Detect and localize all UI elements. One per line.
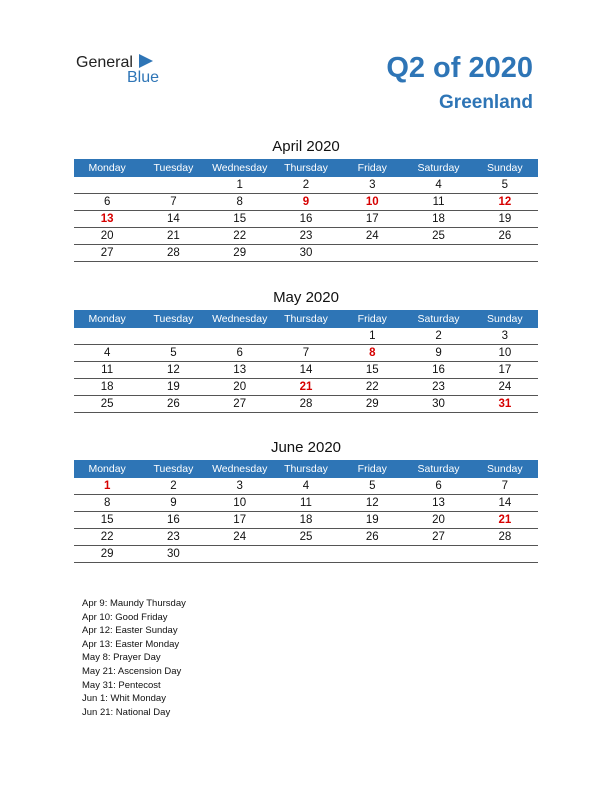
- weekday-header: Tuesday: [140, 159, 206, 177]
- week-row: [74, 177, 538, 194]
- day-cell: 19: [472, 211, 538, 228]
- day-cell: 26: [339, 529, 405, 546]
- day-cell: 2: [273, 177, 339, 194]
- holiday-item: May 8: Prayer Day: [82, 652, 161, 664]
- day-cell: 12: [140, 362, 206, 379]
- day-cell: 16: [140, 512, 206, 529]
- day-cell: 13: [74, 211, 140, 228]
- day-cell: [472, 546, 538, 563]
- day-cell: [273, 546, 339, 563]
- day-cell: 30: [405, 396, 471, 413]
- day-cell: 18: [74, 379, 140, 396]
- holiday-item: Jun 1: Whit Monday: [82, 693, 166, 705]
- day-cell: 30: [273, 245, 339, 262]
- logo-text-blue: Blue: [127, 69, 160, 86]
- weekday-header: Tuesday: [140, 310, 206, 328]
- day-cell: 5: [339, 478, 405, 495]
- day-cell: [140, 177, 206, 194]
- day-cell: 18: [273, 512, 339, 529]
- week-row: [74, 328, 538, 345]
- weekday-header: Saturday: [405, 460, 471, 478]
- day-cell: 9: [140, 495, 206, 512]
- country-name: Greenland: [439, 92, 533, 113]
- day-cell: 8: [74, 495, 140, 512]
- day-cell: 4: [273, 478, 339, 495]
- day-cell: 1: [74, 478, 140, 495]
- day-cell: 1: [339, 328, 405, 345]
- weekday-header: Sunday: [472, 159, 538, 177]
- month-title: June 2020: [270, 439, 342, 456]
- weekday-header: Thursday: [273, 460, 339, 478]
- day-cell: 27: [207, 396, 273, 413]
- weekday-header: Sunday: [472, 310, 538, 328]
- weekday-header: Wednesday: [207, 310, 273, 328]
- week-row: [74, 379, 538, 396]
- day-cell: 19: [339, 512, 405, 529]
- calendar-table: [74, 310, 538, 413]
- day-cell: 9: [405, 345, 471, 362]
- day-cell: 28: [273, 396, 339, 413]
- day-cell: 5: [140, 345, 206, 362]
- weekday-header: Friday: [339, 460, 405, 478]
- week-row: [74, 478, 538, 495]
- day-cell: 23: [140, 529, 206, 546]
- week-row: [74, 396, 538, 413]
- week-row: [74, 245, 538, 262]
- day-cell: [273, 328, 339, 345]
- day-cell: 2: [405, 328, 471, 345]
- day-cell: 25: [74, 396, 140, 413]
- day-cell: 7: [140, 194, 206, 211]
- day-cell: 18: [405, 211, 471, 228]
- week-row: [74, 345, 538, 362]
- day-cell: [207, 546, 273, 563]
- month-calendar-april: [74, 137, 538, 262]
- week-row: [74, 228, 538, 245]
- day-cell: 10: [339, 194, 405, 211]
- day-cell: 5: [472, 177, 538, 194]
- weekday-header-row: [74, 310, 538, 328]
- week-row: [74, 512, 538, 529]
- day-cell: 15: [207, 211, 273, 228]
- day-cell: 7: [273, 345, 339, 362]
- day-cell: 11: [74, 362, 140, 379]
- day-cell: [207, 328, 273, 345]
- day-cell: 14: [273, 362, 339, 379]
- month-title: May 2020: [273, 289, 339, 306]
- day-cell: [339, 546, 405, 563]
- day-cell: 20: [74, 228, 140, 245]
- day-cell: 24: [339, 228, 405, 245]
- weekday-header: Sunday: [472, 460, 538, 478]
- day-cell: 16: [273, 211, 339, 228]
- holiday-item: Apr 12: Easter Sunday: [82, 625, 178, 637]
- day-cell: 8: [207, 194, 273, 211]
- day-cell: 25: [405, 228, 471, 245]
- weekday-header: Friday: [339, 159, 405, 177]
- day-cell: 4: [74, 345, 140, 362]
- calendar-table: [74, 159, 538, 262]
- holiday-item: May 21: Ascension Day: [82, 665, 182, 677]
- day-cell: 23: [405, 379, 471, 396]
- day-cell: 17: [472, 362, 538, 379]
- weekday-header: Thursday: [273, 159, 339, 177]
- day-cell: 21: [472, 512, 538, 529]
- day-cell: 27: [74, 245, 140, 262]
- logo-text-general: General: [76, 54, 133, 71]
- weekday-header-row: [74, 159, 538, 177]
- day-cell: 9: [273, 194, 339, 211]
- weekday-header-row: [74, 460, 538, 478]
- month-title: April 2020: [272, 138, 340, 155]
- weekday-header: Friday: [339, 310, 405, 328]
- day-cell: 28: [472, 529, 538, 546]
- day-cell: 21: [140, 228, 206, 245]
- day-cell: 15: [74, 512, 140, 529]
- calendar-table: [74, 460, 538, 563]
- day-cell: 26: [140, 396, 206, 413]
- day-cell: 17: [339, 211, 405, 228]
- generalblue-logo: [76, 54, 176, 88]
- week-row: [74, 529, 538, 546]
- day-cell: [405, 546, 471, 563]
- holiday-item: Apr 10: Good Friday: [82, 611, 168, 623]
- day-cell: [140, 328, 206, 345]
- day-cell: 22: [207, 228, 273, 245]
- weekday-header: Saturday: [405, 159, 471, 177]
- month-calendar-may: [74, 288, 538, 413]
- day-cell: 21: [273, 379, 339, 396]
- day-cell: 28: [140, 245, 206, 262]
- page-title: Q2 of 2020: [386, 52, 533, 84]
- day-cell: 2: [140, 478, 206, 495]
- weekday-header: Monday: [74, 159, 140, 177]
- day-cell: 10: [472, 345, 538, 362]
- day-cell: 22: [339, 379, 405, 396]
- day-cell: 3: [339, 177, 405, 194]
- day-cell: 23: [273, 228, 339, 245]
- day-cell: 29: [74, 546, 140, 563]
- day-cell: 11: [405, 194, 471, 211]
- day-cell: 7: [472, 478, 538, 495]
- day-cell: 6: [405, 478, 471, 495]
- day-cell: 20: [207, 379, 273, 396]
- holiday-item: May 31: Pentecost: [82, 679, 161, 691]
- weekday-header: Saturday: [405, 310, 471, 328]
- day-cell: [405, 245, 471, 262]
- day-cell: 22: [74, 529, 140, 546]
- day-cell: 29: [339, 396, 405, 413]
- day-cell: 24: [207, 529, 273, 546]
- day-cell: [339, 245, 405, 262]
- weekday-header: Wednesday: [207, 159, 273, 177]
- day-cell: 6: [74, 194, 140, 211]
- day-cell: 14: [140, 211, 206, 228]
- day-cell: 10: [207, 495, 273, 512]
- day-cell: 1: [207, 177, 273, 194]
- day-cell: [472, 245, 538, 262]
- day-cell: 12: [339, 495, 405, 512]
- day-cell: 3: [472, 328, 538, 345]
- month-calendar-june: [74, 438, 538, 563]
- holiday-list: [82, 597, 186, 719]
- day-cell: 27: [405, 529, 471, 546]
- logo-triangle-icon: [139, 54, 153, 68]
- day-cell: 19: [140, 379, 206, 396]
- weekday-header: Monday: [74, 310, 140, 328]
- week-row: [74, 194, 538, 211]
- day-cell: 15: [339, 362, 405, 379]
- day-cell: 13: [207, 362, 273, 379]
- day-cell: [74, 177, 140, 194]
- day-cell: 26: [472, 228, 538, 245]
- day-cell: 12: [472, 194, 538, 211]
- day-cell: 31: [472, 396, 538, 413]
- week-row: [74, 546, 538, 563]
- day-cell: 6: [207, 345, 273, 362]
- weekday-header: Wednesday: [207, 460, 273, 478]
- day-cell: 17: [207, 512, 273, 529]
- day-cell: [74, 328, 140, 345]
- holiday-item: Apr 13: Easter Monday: [82, 638, 180, 650]
- week-row: [74, 362, 538, 379]
- week-row: [74, 495, 538, 512]
- day-cell: 29: [207, 245, 273, 262]
- day-cell: 8: [339, 345, 405, 362]
- weekday-header: Thursday: [273, 310, 339, 328]
- holiday-item: Apr 9: Maundy Thursday: [82, 598, 186, 609]
- day-cell: 3: [207, 478, 273, 495]
- holiday-item: Jun 21: National Day: [82, 706, 171, 718]
- week-row: [74, 211, 538, 228]
- weekday-header: Monday: [74, 460, 140, 478]
- day-cell: 16: [405, 362, 471, 379]
- day-cell: 25: [273, 529, 339, 546]
- day-cell: 4: [405, 177, 471, 194]
- day-cell: 30: [140, 546, 206, 563]
- day-cell: 24: [472, 379, 538, 396]
- weekday-header: Tuesday: [140, 460, 206, 478]
- day-cell: 11: [273, 495, 339, 512]
- day-cell: 14: [472, 495, 538, 512]
- day-cell: 13: [405, 495, 471, 512]
- day-cell: 20: [405, 512, 471, 529]
